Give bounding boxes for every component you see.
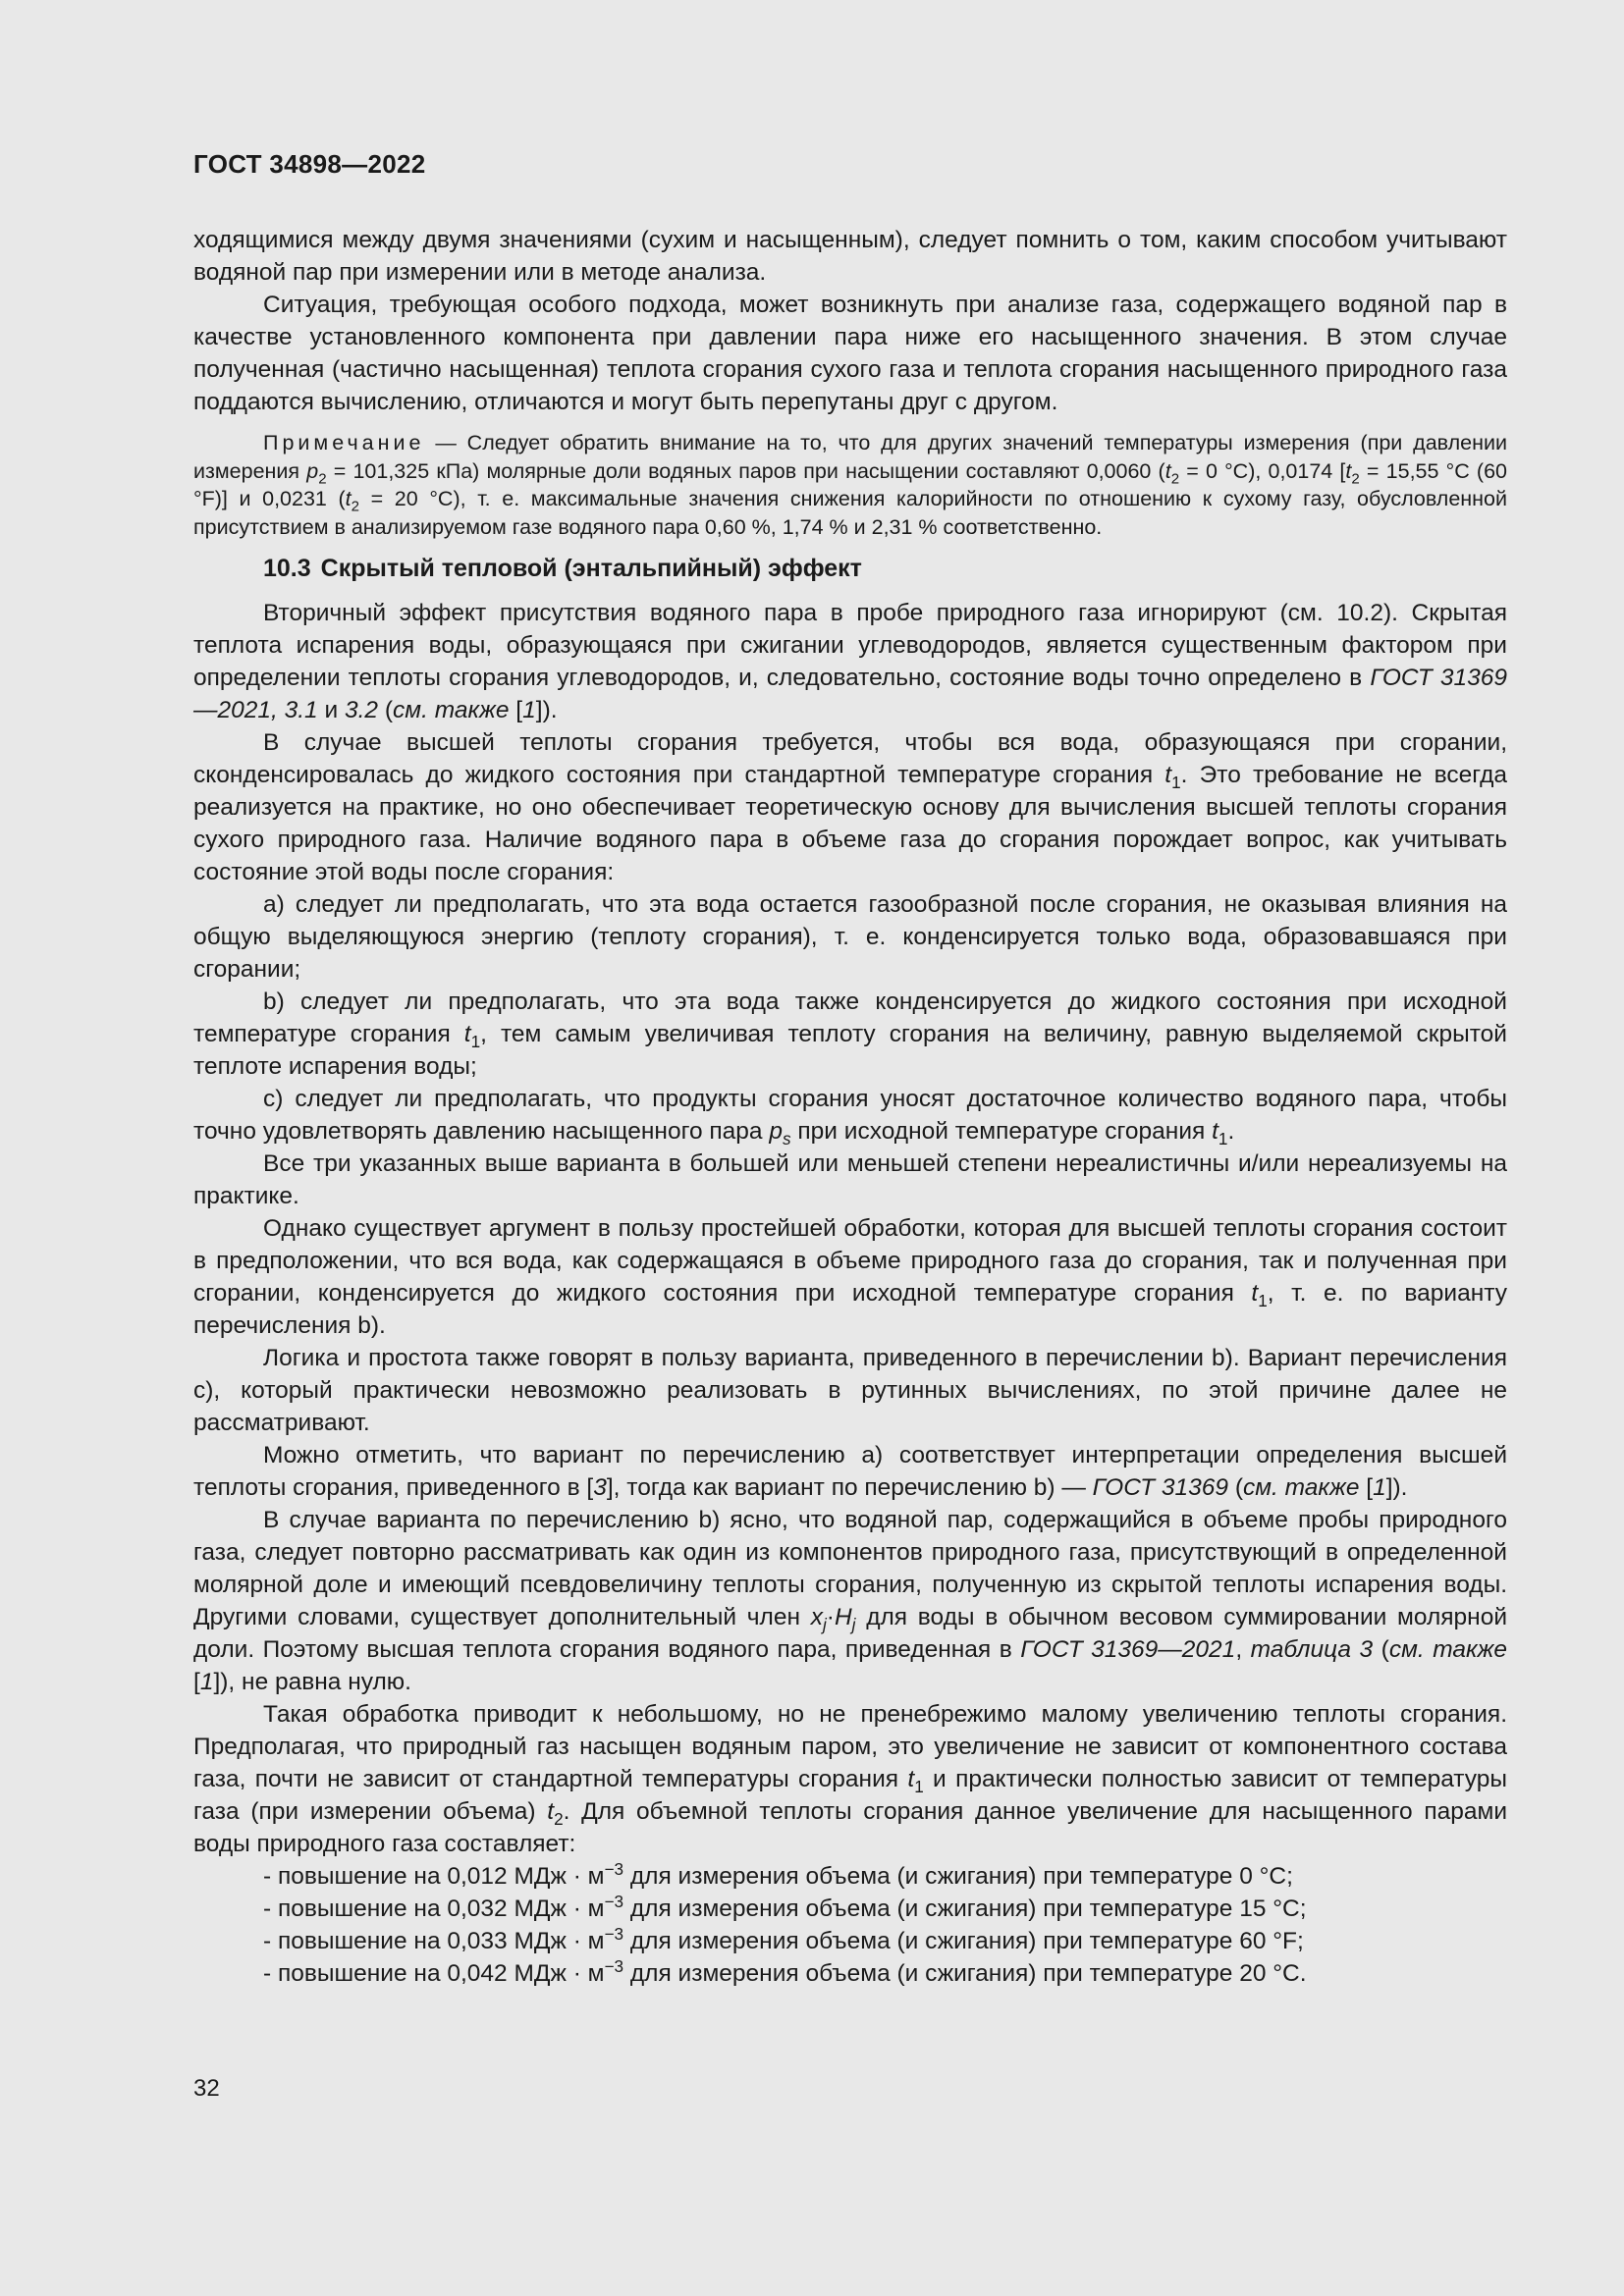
document-header: ГОСТ 34898—2022 bbox=[193, 149, 426, 179]
list-item: - повышение на 0,042 МДж · $м^{-3}$ для измерения объема (и сжигания) при температуре 20 °C. bbox=[263, 1955, 1307, 1987]
section-number: 10.3 bbox=[263, 555, 311, 582]
reference-link: ГОСТ 31369 bbox=[1092, 1474, 1229, 1501]
paragraph-4: В случае высшей теплоты сгорания требуется, чтобы вся вода, образующаяся при сгорании, сконденсировалась до жидкого состояния при стандартной температуре сгорания $t_1$. Это требование не всегда реализуется на практике, но оно обеспечивает теоретическую основу для вычисления высшей теплоты сгорания сухого природного газа. Наличие водяного пара в объеме газа до сгорания порождает вопрос, как учитывать состояние этой воды после сгорания: bbox=[193, 729, 1507, 885]
paragraph-1: ходящимися между двумя значениями (сухим и насыщенным), следует помнить о том, каким способом учитывают водяной пар при измерении или в методе анализа. bbox=[193, 227, 1507, 286]
paragraph-8: Можно отметить, что вариант по перечислению a) соответствует интерпретации определения высшей теплоты сгорания, приведенного в [3], тогда как вариант по перечислению b) — ГОСТ 31369 (см. также [1]). bbox=[193, 1442, 1507, 1501]
paragraph-10: Такая обработка приводит к небольшому, но не пренебрежимо малому увеличению теплоты сгорания. Предполагая, что природный газ насыщен водяным паром, это увеличение не зависит от компонентного состава газа, почти не зависит от стандартной температуры сгорания $t_1$ и практически полностью зависит от температуры газа (при измерении объема) $t_2$. Для объемной теплоты сгорания данное увеличение для насыщенного парами воды природного газа составляет: bbox=[193, 1701, 1507, 1857]
paragraph-2: Ситуация, требующая особого подхода, может возникнуть при анализе газа, содержащего водяной пар в качестве установленного компонента при давлении пара ниже его насыщенного значения. В этом случае полученная (частично насыщенная) теплота сгорания сухого газа и теплота сгорания насыщенного природного газа поддаются вычислению, отличаются и могут быть перепутаны друг с другом. bbox=[193, 292, 1507, 415]
list-item: - повышение на 0,032 МДж · $м^{-3}$ для измерения объема (и сжигания) при температуре 15 °C; bbox=[263, 1891, 1307, 1922]
page-number: 32 bbox=[193, 2075, 220, 2102]
note-paragraph: Примечание — Следует обратить внимание на то, что для других значений температуры измерения (при давлении измерения $p_2 = 101,325$ кПа) молярные доли водяных паров при насыщении составляют 0,0060 ($t_2 = 0$ °C), 0,0174 [$t_2 = 15,55$ °C (60 °F)] и 0,0231 ($t_2 = 20$ °C), т. е. максимальные значения снижения калорийности по отношению к сухому газу, обусловленной присутствием в анализируемом газе водяного пара 0,60 %, 1,74 % и 2,31 % соответственно. bbox=[193, 431, 1508, 539]
list-item-a: a) следует ли предполагать, что эта вода остается газообразной после сгорания, не оказывая влияния на общую выделяющуюся энергию (теплоту сгорания), т. е. конденсируется только вода, образовавшаяся при сгорании; bbox=[193, 891, 1507, 983]
section-title: Скрытый тепловой (энтальпийный) эффект bbox=[320, 555, 862, 582]
paragraph-6: Однако существует аргумент в пользу простейшей обработки, которая для высшей теплоты сгорания состоит в предположении, что вся вода, как содержащаяся в объеме природного газа до сгорания, так и полученная при сгорании, конденсируется до жидкого состояния при исходной температуре сгорания $t_1$, т. е. по варианту перечисления b). bbox=[193, 1215, 1507, 1339]
list-item-b: b) следует ли предполагать, что эта вода также конденсируется до жидкого состояния при исходной температуре сгорания $t_1$, тем самым увеличивая теплоту сгорания на величину, равную выделяемой скрытой теплоте испарения воды; bbox=[193, 988, 1507, 1080]
increase-list bbox=[193, 1860, 1507, 1990]
paragraph-7: Логика и простота также говорят в пользу варианта, приведенного в перечислении b). Вариант перечисления c), который практически невозможно реализовать в рутинных вычислениях, по этой причине далее не рассматривают. bbox=[193, 1345, 1507, 1436]
note-label: Примечание bbox=[263, 431, 425, 454]
list-item: - повышение на 0,033 МДж · $м^{-3}$ для измерения объема (и сжигания) при температуре 60 °F; bbox=[263, 1923, 1304, 1954]
reference-link: ГОСТ 31369—2021, 3.1 bbox=[193, 665, 1507, 723]
paragraph-5: Все три указанных выше варианта в большей или меньшей степени нереалистичны и/или нереализуемы на практике. bbox=[193, 1150, 1507, 1209]
document-body bbox=[193, 224, 1507, 1990]
paragraph-9: В случае варианта по перечислению b) ясно, что водяной пар, содержащийся в объеме пробы природного газа, следует повторно рассматривать как один из компонентов природного газа, присутствующий в определенной молярной доле и имеющий псевдовеличину теплоты сгорания, полученную из скрытой теплоты испарения воды. Другими словами, существует дополнительный член $x_j\cdot H_j$ для воды в обычном весовом суммировании молярной доли. Поэтому высшая теплота сгорания водяного пара, приведенная в ГОСТ 31369—2021, таблица 3 (см. также [1]), не равна нулю. bbox=[193, 1507, 1508, 1695]
paragraph-3: Вторичный эффект присутствия водяного пара в пробе природного газа игнорируют (см. 10.2). Скрытая теплота испарения воды, образующаяся при сжигании углеводородов, является существенным фактором при определении теплоты сгорания углеводородов, и, следовательно, состояние воды точно определено в ГОСТ 31369—2021, 3.1 и 3.2 (см. также [1]). bbox=[193, 600, 1507, 723]
list-item-c: c) следует ли предполагать, что продукты сгорания уносят достаточное количество водяного пара, чтобы точно удовлетворять давлению насыщенного пара $p_s$ при исходной температуре сгорания $t_1$. bbox=[193, 1086, 1507, 1148]
section-heading bbox=[263, 553, 1507, 585]
reference-link: ГОСТ 31369—2021 bbox=[1020, 1636, 1236, 1663]
list-item: - повышение на 0,012 МДж · $м^{-3}$ для измерения объема (и сжигания) при температуре 0 °C; bbox=[263, 1858, 1293, 1890]
